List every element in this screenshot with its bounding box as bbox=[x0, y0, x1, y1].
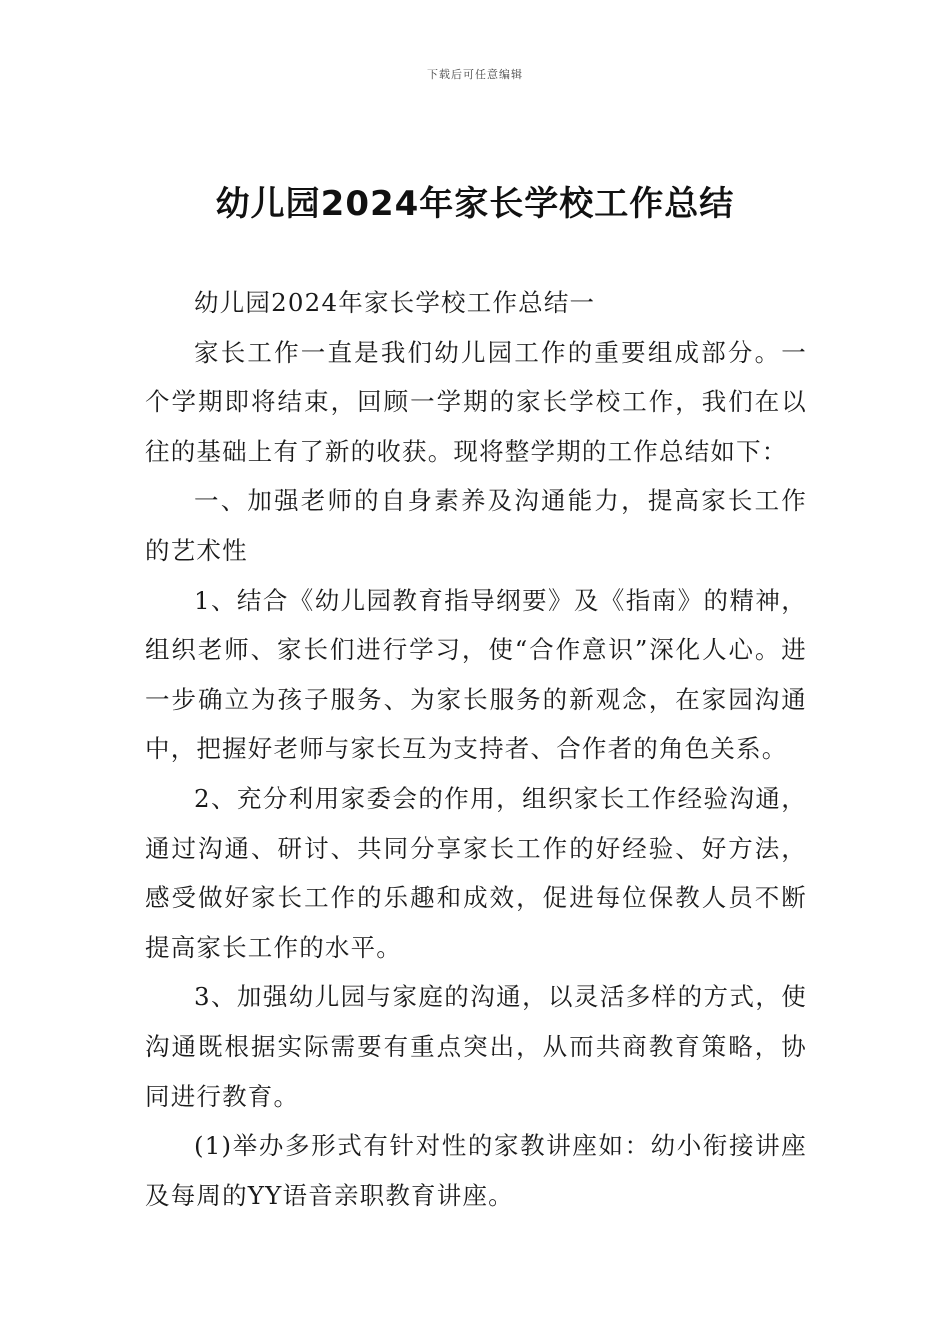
paragraph-item-1: 1、结合《幼儿园教育指导纲要》及《指南》的精神，组织老师、家长们进行学习，使“合作意识”深化人心。进一步确立为孩子服务、为家长服务的新观念，在家园沟通中，把握好老师与家长互为支持者、合作者的角色关系。 bbox=[145, 585, 807, 764]
paragraph-subitem-1: (1)举办多形式有针对性的家教讲座如：幼小衔接讲座及每周的YY语音亲职教育讲座。 bbox=[145, 1131, 807, 1210]
paragraph-item-2: 2、充分利用家委会的作用，组织家长工作经验沟通，通过沟通、研讨、共同分享家长工作的好经验、好方法，感受做好家长工作的乐趣和成效，促进每位保教人员不断提高家长工作的水平。 bbox=[145, 783, 807, 962]
document-body bbox=[145, 278, 807, 1220]
document-title: 幼儿园2024年家长学校工作总结 bbox=[215, 184, 735, 224]
paragraph-section-heading: 一、加强老师的自身素养及沟通能力，提高家长工作的艺术性 bbox=[145, 486, 807, 565]
paragraph-subtitle: 幼儿园2024年家长学校工作总结一 bbox=[194, 288, 596, 317]
paragraph-intro: 家长工作一直是我们幼儿园工作的重要组成部分。一个学期即将结束，回顾一学期的家长学校工作，我们在以往的基础上有了新的收获。现将整学期的工作总结如下： bbox=[145, 337, 807, 466]
paragraph-item-3: 3、加强幼儿园与家庭的沟通，以灵活多样的方式，使沟通既根据实际需要有重点突出，从而共商教育策略，协同进行教育。 bbox=[145, 982, 807, 1111]
header-note: 下载后可任意编辑 bbox=[427, 68, 523, 81]
